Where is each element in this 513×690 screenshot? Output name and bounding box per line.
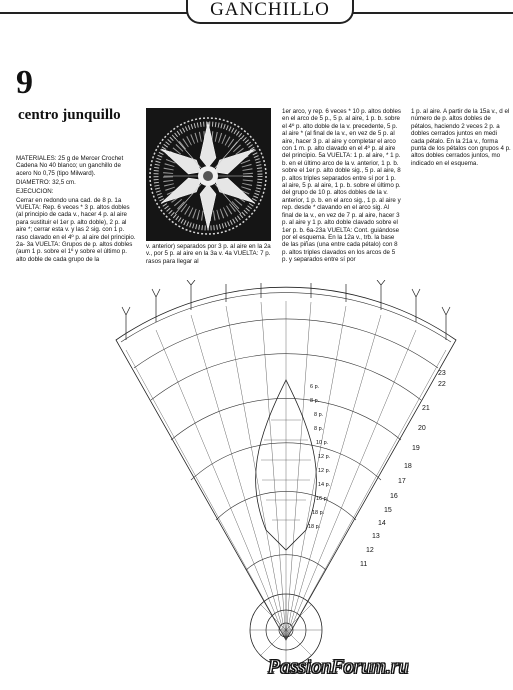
round-number: 21: [422, 405, 430, 412]
round-number: 22: [438, 381, 446, 388]
stitch-label: 6 p.: [310, 384, 320, 390]
stitch-label: 16 p.: [316, 496, 329, 502]
round-number: 17: [398, 478, 406, 485]
round-number: 14: [378, 520, 386, 527]
execution-heading: EJECUCION:: [16, 187, 54, 195]
text-column-2: [146, 243, 272, 267]
round-number: 15: [384, 507, 392, 514]
round-number: 19: [412, 445, 420, 452]
pattern-number: 9: [16, 64, 33, 101]
round-number: 23: [438, 370, 446, 377]
watermark: PassionForum.ru: [268, 656, 409, 678]
materials-text: MATERIALES: 25 g de Mercer Crochet Cadena No 40 blanco; un ganchillo de acero No 0,75 (tipo Milward).: [16, 155, 124, 177]
round-number: 20: [418, 425, 426, 432]
stitch-label: 8 p.: [314, 412, 324, 418]
round-number: 11: [360, 561, 368, 568]
pattern-title: centro junquillo: [18, 107, 121, 123]
crochet-chart: [96, 280, 476, 680]
magazine-name: GANCHILLO: [210, 0, 330, 20]
stitch-label: 10 p.: [316, 440, 329, 446]
instructions-text: Cerrar en redondo una cad. de 8 p. 1a VUELTA: Rep. 6 veces * 3 p. altos dobles (al principio de cada v., hacer 4 p. al aire para sustituir el 1er p. alto doble), 2 p. al aire *; cerrar esta v. y las 2 sig. con 1 p. raso clavado en el 4º p. al aire del principio. 2a- 3a VUELTA: Grupos de p. altos dobles (aum 1 p. sobre el 1º y sobre el último p. alto doble de cada grupo de la: [16, 196, 136, 263]
text-column-3: [282, 108, 402, 265]
stitch-label: 14 p.: [318, 482, 331, 488]
round-number: 12: [366, 547, 374, 554]
stitch-label: 8 p.: [310, 398, 320, 404]
round-number: 18: [404, 463, 412, 470]
text-column-1: [16, 155, 136, 265]
continued-text: v. anterior) separados por 3 p. al aire en la 2a v., por 5 p. al aire en la 3a v. 4a VUELTA: 7 p. rasos para llegar al: [146, 243, 271, 265]
stitch-label: 18 p.: [312, 510, 325, 516]
stitch-label: 8 p.: [314, 426, 324, 432]
stitch-label: 18 p.: [308, 524, 321, 530]
finishing-text: 1 p. al aire. A partir de la 15a v., d el número de p. altos dobles de pétalos, haciendo 2 veces 2 p. a dobles cerrados juntos en medi cada pétalo. En la 21a v., forma punta de los pétalos con grupos 4 p. altos dobles cerrados juntos, mo indicado en el esquema.: [411, 108, 511, 167]
stitch-label: 12 p.: [318, 454, 331, 460]
round-number: 13: [372, 533, 380, 540]
rounds-text: 1er arco, y rep. 6 veces * 10 p. altos dobles en el arco de 5 p., 5 p. al aire, 1 p. b. sobre el 4º p. alto doble de la v. precedente, 5 p. al aire * (al final de la v., en vez de 5 p. al aire, hacer 3 p. al aire y completar el arco con 1 m. p. alto clavado en el 4º p. al aire del principio. 5a VUELTA: 1 p. al aire, * 1 p. b. en el último arco de la v. anterior, 1 p. b. sobre el 1er p. alto doble sig., 5 p. al aire, 8 p. altos triples separados entre sí por 1 p. al aire, 5 p. al aire, 1 p. b. sobre el último p. del grupo de 10 p. altos dobles de la v. anterior, 1 p. b. en el arco sig., 1 p. al aire y rep. desde * clavando en el arco sig. Al final de la v., en vez de 7 p. al aire, hacer 3 p. al aire y 1 p. alto doble clavado sobre el 1er p. b. 6a-23a VUELTA: Cont. guiándose por el esquema. En la 12a v., trb. la base de las piñas (una entre cada pétalo) con 8 p. altos triples clavados en los arcos de 5 p. y separados entre sí por: [282, 108, 402, 264]
stitch-label: 12 p.: [318, 468, 331, 474]
magazine-header: [186, 0, 354, 24]
round-number: 16: [390, 493, 398, 500]
doily-photo: [146, 108, 271, 241]
text-column-4: [411, 108, 511, 169]
diameter-text: DIAMETRO: 32,5 cm.: [16, 178, 76, 186]
